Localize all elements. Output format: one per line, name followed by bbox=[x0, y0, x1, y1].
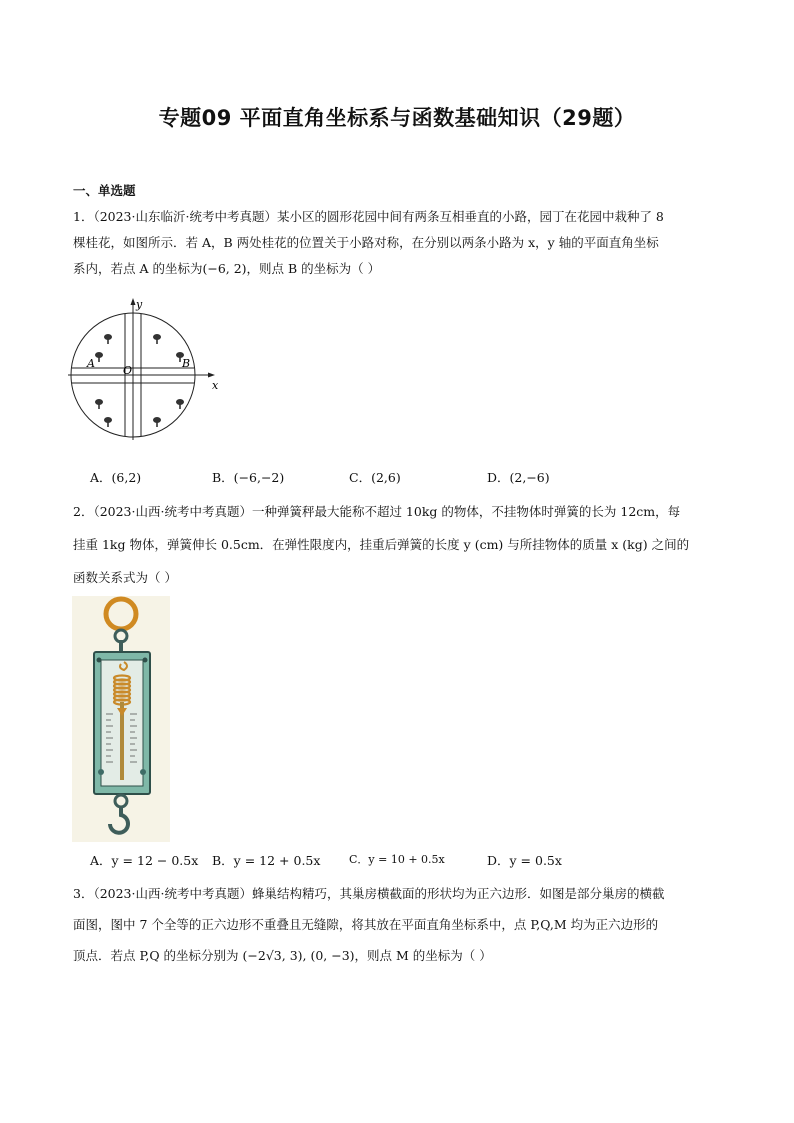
question-1 bbox=[73, 204, 733, 282]
question-2-line-1: 2．（2023·山西·统考中考真题）一种弹簧秤最大能称不超过 10kg 的物体，不挂物体时弹簧的长为 12cm，每 bbox=[73, 504, 681, 519]
question-3-line-3: 顶点．若点 P,Q 的坐标分别为 (−2√3, 3), (0, −3)，则点 M 的坐标为（ ） bbox=[73, 948, 492, 963]
question-3-line-2: 面图，图中 7 个全等的正六边形不重叠且无缝隙，将其放在平面直角坐标系中，点 P,Q,M 均为正六边形的 bbox=[73, 917, 659, 932]
question-2-line-2: 挂重 1kg 物体，弹簧伸长 0.5cm．在弹性限度内，挂重后弹簧的长度 y (cm) 与所挂物体的质量 x (kg) 之间的 bbox=[73, 537, 690, 552]
q2-option-d[interactable]: D．y = 0.5x bbox=[487, 853, 562, 868]
question-2-line-3: 函数关系式为（ ） bbox=[73, 570, 177, 585]
q1-option-a[interactable]: A．(6,2) bbox=[90, 470, 142, 485]
question-2 bbox=[73, 495, 733, 594]
y-axis-label: y bbox=[136, 298, 143, 311]
garden-figure bbox=[68, 296, 224, 444]
point-b-label: B bbox=[182, 357, 191, 370]
x-axis-label: x bbox=[212, 379, 219, 392]
point-a-label: A bbox=[87, 357, 95, 370]
question-3-line-1: 3．（2023·山西·统考中考真题）蜂巢结构精巧，其巢房横截面的形状均为正六边形．如图是部分巢房的横截 bbox=[73, 886, 665, 901]
question-1-line-3: 系内，若点 A 的坐标为(−6, 2)，则点 B 的坐标为（ ） bbox=[73, 261, 381, 276]
q1-option-c[interactable]: C．(2,6) bbox=[349, 470, 401, 485]
question-1-line-1: 1．（2023·山东临沂·统考中考真题）某小区的圆形花园中间有两条互相垂直的小路，园丁在花园中栽种了 8 bbox=[73, 209, 664, 224]
page-title: 专题09 平面直角坐标系与函数基础知识（29题） bbox=[158, 106, 636, 130]
origin-label: O bbox=[123, 364, 133, 377]
q1-option-d[interactable]: D．(2,−6) bbox=[487, 470, 550, 485]
q2-option-b[interactable]: B．y = 12 + 0.5x bbox=[212, 853, 321, 868]
q2-option-c[interactable]: C．y = 10 + 0.5x bbox=[349, 853, 445, 866]
spring-scale-figure bbox=[72, 596, 170, 842]
section-heading: 一、单选题 bbox=[73, 183, 136, 198]
question-1-line-2: 棵桂花，如图所示．若 A，B 两处桂花的位置关于小路对称，在分别以两条小路为 x，y 轴的平面直角坐标 bbox=[73, 235, 659, 250]
question-3 bbox=[73, 878, 733, 971]
q1-option-b[interactable]: B．(−6,−2) bbox=[212, 470, 285, 485]
q2-option-a[interactable]: A．y = 12 − 0.5x bbox=[90, 853, 199, 868]
